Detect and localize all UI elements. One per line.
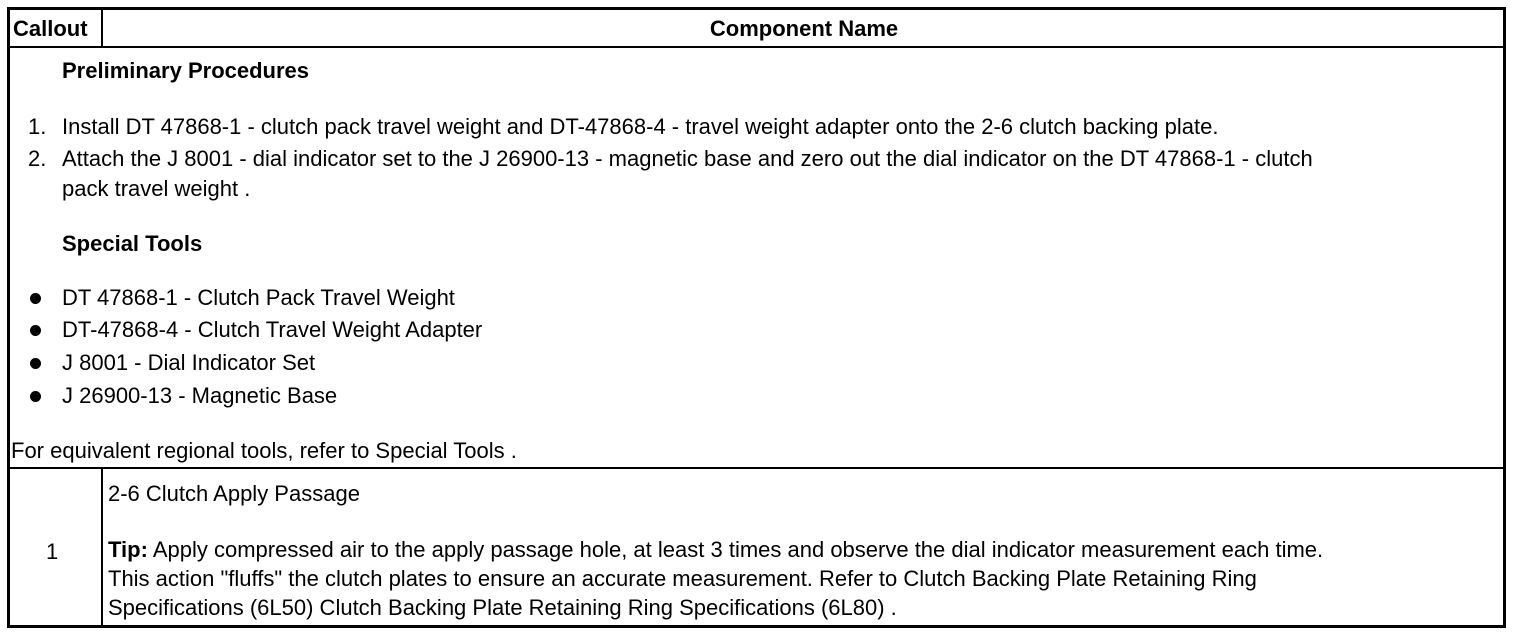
- step-number: 2.: [28, 146, 47, 171]
- preliminary-bottom-border: [8, 467, 1505, 469]
- header-component-name: Component Name: [709, 16, 899, 41]
- row-tip-line: Specifications (6L50) Clutch Backing Plate Retaining Ring Specifications (6L80) .: [108, 595, 897, 620]
- step-number: 1.: [28, 114, 47, 139]
- tip-text: Apply compressed air to the apply passage hole, at least 3 times and observe the dial indicator measurement each time.: [147, 537, 1324, 562]
- bullet-icon: [30, 293, 41, 304]
- step-text-continued: pack travel weight .: [62, 176, 251, 201]
- row-component-name: 2-6 Clutch Apply Passage: [108, 481, 360, 506]
- header-bottom-border: [8, 46, 1505, 48]
- tool-item: J 8001 - Dial Indicator Set: [62, 350, 316, 375]
- tool-item: DT-47868-4 - Clutch Travel Weight Adapter: [62, 317, 483, 342]
- header-callout: Callout: [13, 16, 88, 41]
- regional-tools-note: For equivalent regional tools, refer to Special Tools .: [11, 438, 517, 463]
- preliminary-heading: Preliminary Procedures: [62, 58, 310, 83]
- bullet-icon: [30, 358, 41, 369]
- tip-label: Tip:: [108, 537, 148, 562]
- row-tip-line: [108, 537, 1323, 563]
- step-text: Attach the J 8001 - dial indicator set to the J 26900-13 - magnetic base and zero out the dial indicator on the DT 47868-1 - clutch: [62, 146, 1313, 171]
- special-tools-heading: Special Tools: [62, 231, 203, 256]
- tool-item: DT 47868-1 - Clutch Pack Travel Weight: [62, 285, 455, 310]
- row-column-divider: [101, 468, 103, 627]
- tool-item: J 26900-13 - Magnetic Base: [62, 383, 338, 408]
- row-tip-line: This action "fluffs" the clutch plates to ensure an accurate measurement. Refer to Clutch Backing Plate Retaining Ring: [108, 566, 1257, 591]
- bullet-icon: [30, 325, 41, 336]
- step-text: Install DT 47868-1 - clutch pack travel weight and DT-47868-4 - travel weight adapter onto the 2-6 clutch backing plate.: [62, 114, 1219, 139]
- row-callout: 1: [46, 539, 59, 564]
- bullet-icon: [30, 391, 41, 402]
